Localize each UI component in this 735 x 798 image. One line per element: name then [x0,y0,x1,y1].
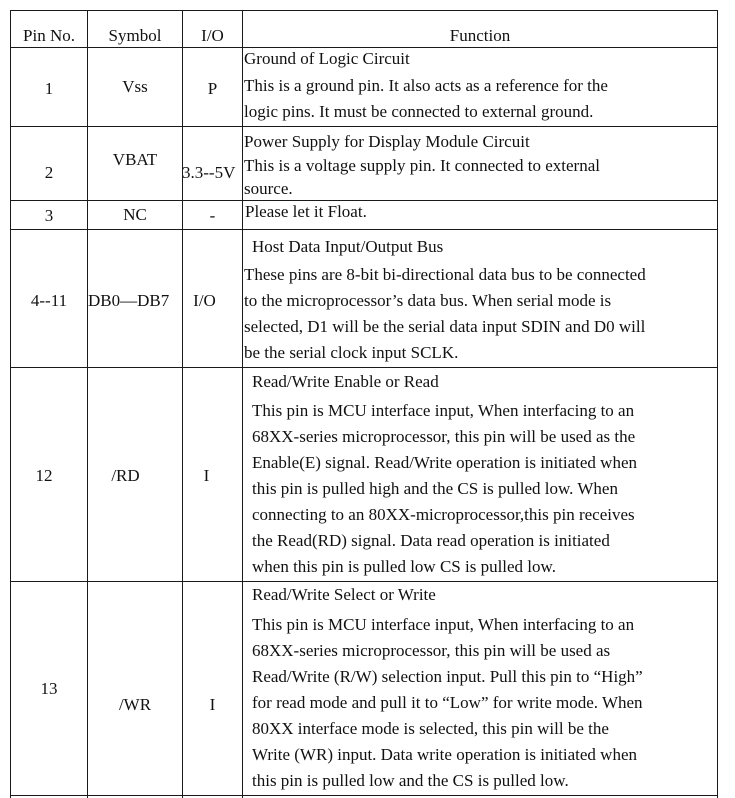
pin-number: 13 [40,679,58,698]
pin-number: 1 [44,79,54,98]
function-title: Ground of Logic Circuit [244,49,410,68]
function-line: 80XX interface mode is selected, this pin will be the [252,719,609,738]
function-line: for read mode and pull it to “Low” for write mode. When [252,693,643,712]
pin-symbol: VBAT [112,150,158,169]
grid-line [10,126,718,127]
pin-io: I/O [193,291,216,310]
pin-io: I [203,466,210,485]
grid-line [717,10,718,798]
function-line: this pin is pulled low and the CS is pulled low. [252,771,569,790]
function-title: Power Supply for Display Module Circuit [244,132,530,151]
function-line: this pin is pulled high and the CS is pulled low. When [252,479,618,498]
function-title: Read/Write Enable or Read [252,372,439,391]
pin-io: I [209,695,216,714]
grid-line [10,795,718,796]
function-line: be the serial clock input SCLK. [244,343,459,362]
function-line: selected, D1 will be the serial data input SDIN and D0 will [244,317,646,336]
function-line: This pin is MCU interface input, When interfacing to an [252,615,635,634]
pin-io: 3.3--5V [182,163,236,182]
function-line: source. [244,179,293,198]
function-title: Read/Write Select or Write [252,585,436,604]
function-line: connecting to an 80XX-microprocessor,this pin receives [252,505,635,524]
pin-number: 2 [44,163,54,182]
header-symbol: Symbol [108,26,162,45]
header-pin-no: Pin No. [23,26,75,45]
grid-line [182,10,183,798]
header-function: Function [449,26,511,45]
function-line: This is a ground pin. It also acts as a reference for the [244,76,608,95]
grid-line [10,10,718,11]
function-line: This pin is MCU interface input, When interfacing to an [252,401,635,420]
function-line: logic pins. It must be connected to external ground. [244,102,594,121]
function-title: Host Data Input/Output Bus [252,237,444,256]
function-line: the Read(RD) signal. Data read operation is initiated [252,531,610,550]
grid-line [242,10,243,798]
function-line: 68XX-series microprocessor, this pin will be used as [252,641,611,660]
pin-number: 3 [44,206,54,225]
pin-number: 12 [35,466,53,485]
function-line: Enable(E) signal. Read/Write operation is initiated when [252,453,637,472]
pin-number: 4--11 [30,291,68,310]
pin-symbol: /RD [111,466,140,485]
function-line: when this pin is pulled low CS is pulled low. [252,557,556,576]
pin-symbol: DB0—DB7 [88,291,170,310]
pin-symbol: NC [123,205,147,224]
pin-io: - [209,206,216,225]
pin-symbol: /WR [118,695,152,714]
function-title: Please let it Float. [245,202,367,221]
function-line: to the microprocessor’s data bus. When serial mode is [244,291,612,310]
header-io: I/O [201,26,224,45]
function-line: Write (WR) input. Data write operation is initiated when [252,745,638,764]
grid-line [10,367,718,368]
pin-io: P [207,79,218,98]
grid-line [10,229,718,230]
pin-symbol: Vss [122,77,148,96]
function-line: These pins are 8-bit bi-directional data bus to be connected [244,265,646,284]
function-line: 68XX-series microprocessor, this pin will be used as the [252,427,636,446]
function-line: This is a voltage supply pin. It connected to external [244,156,600,175]
grid-line [87,10,88,798]
function-line: Read/Write (R/W) selection input. Pull this pin to “High” [252,667,643,686]
